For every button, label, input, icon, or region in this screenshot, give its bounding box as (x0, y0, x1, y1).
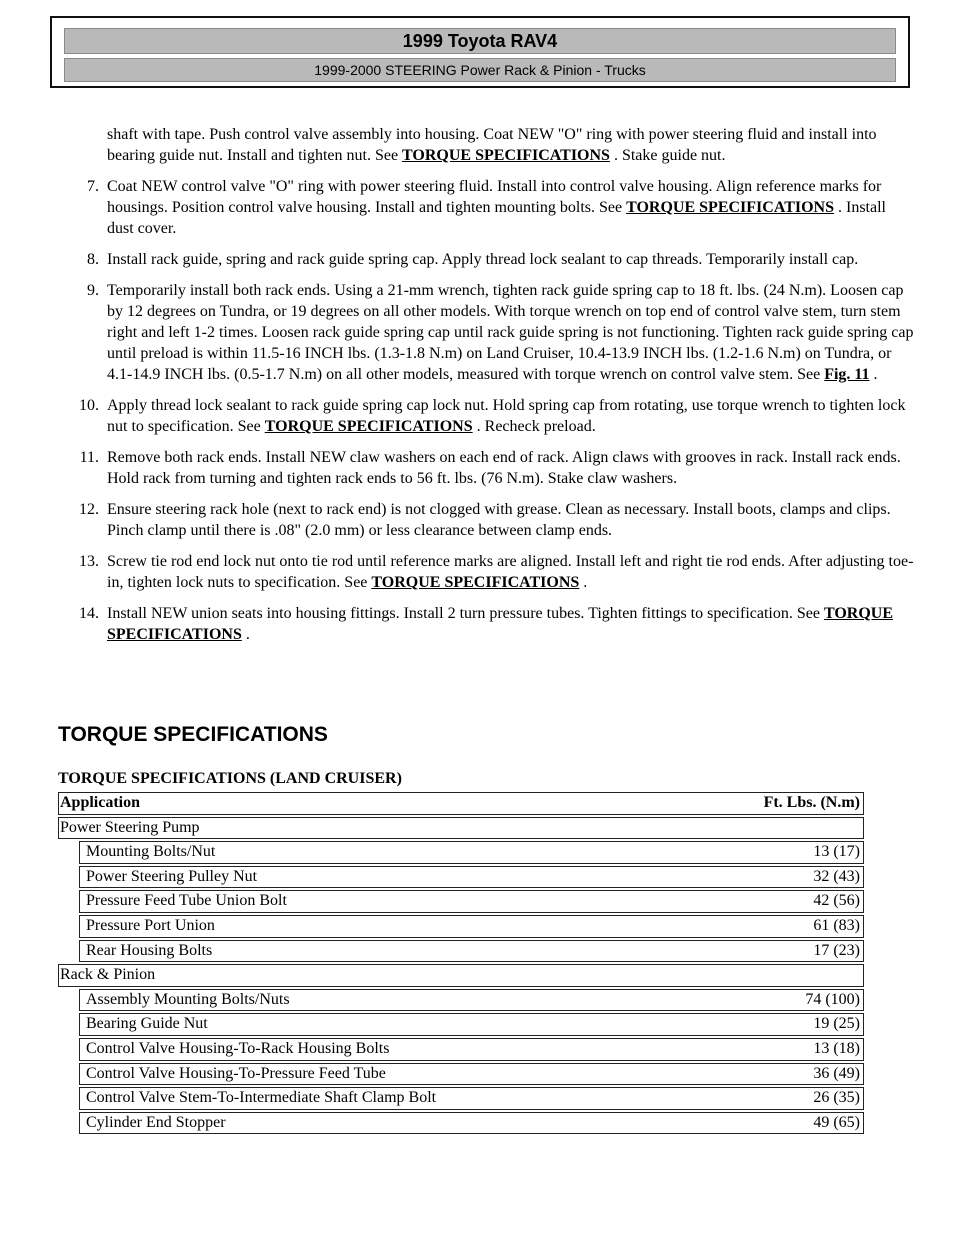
table-row (58, 1086, 864, 1111)
table-cell-application: Rear Housing Bolts (86, 941, 213, 959)
step-text: Temporarily install both rack ends. Using a 21-mm wrench, tighten rack guide spring cap to 18 ft. lbs. (24 N.m). Loosen cap by 12 degrees on Tundra, or 19 degrees on all other models. With torque wrench on top end of control valve stem, turn stem right and left 1-2 times. Loosen rack guide spring cap until rack guide spring is not functioning. Tighten rack guide spring cap until preload is within 11.5-16 INCH lbs. (1.3-1.8 N.m) on Land Cruiser, 10.4-13.9 INCH lbs. (1.2-1.6 N.m) on Tundra, or 4.1-14.9 INCH lbs. (0.5-1.7 N.m) on all other models, measured with torque wrench on control valve stem. See (107, 282, 914, 383)
table-cell-application: Assembly Mounting Bolts/Nuts (86, 990, 290, 1008)
table-row (58, 889, 864, 914)
table-cell-application: Cylinder End Stopper (86, 1113, 226, 1131)
step-text: Screw tie rod end lock nut onto tie rod until reference marks are aligned. Install left and right tie rod ends. After adjusting toe-in, tighten lock nuts to specification. See (107, 553, 914, 591)
table-cell-application: Control Valve Housing-To-Pressure Feed Tube (86, 1064, 386, 1082)
step-item (79, 551, 916, 593)
header-subtitle: 1999-2000 STEERING Power Rack & Pinion - Trucks (64, 58, 896, 82)
procedure-text (0, 124, 960, 655)
step-number: 8. (87, 251, 99, 268)
step-text-end: . (241, 626, 250, 643)
torque-spec-link[interactable]: TORQUE SPECIFICATIONS (626, 199, 834, 216)
section-title: TORQUE SPECIFICATIONS (58, 723, 328, 746)
table-cell-value: 19 (25) (813, 1015, 860, 1033)
step-text-end: . Recheck preload. (472, 418, 596, 435)
torque-spec-link[interactable]: Fig. 11 (824, 366, 870, 383)
step-item (79, 395, 916, 437)
table-cell-application: Control Valve Stem-To-Intermediate Shaft Clamp Bolt (86, 1089, 437, 1107)
step-number: 10. (79, 397, 99, 414)
table-row (58, 1037, 864, 1062)
column-header-value: Ft. Lbs. (N.m) (763, 794, 860, 811)
table-row (58, 1062, 864, 1087)
table-row (58, 914, 864, 939)
table-cell-application: Pressure Port Union (86, 916, 215, 934)
step-number: 7. (87, 178, 99, 195)
step-text: Remove both rack ends. Install NEW claw washers on each end of rack. Align claws with grooves in rack. Install rack ends. Hold rack from turning and tighten rack ends to 56 ft. lbs. (76 N.m). Stake claw washers. (107, 449, 901, 487)
intro-text-a: shaft with tape. Push control valve assembly into housing. Coat NEW "O" ring with power steering fluid and install into bearing guide nut. Install and tighten nut. See (107, 126, 877, 164)
table-row (58, 865, 864, 890)
table-cell-value: 61 (83) (813, 916, 860, 934)
step-text-end: . Install dust cover. (107, 199, 886, 237)
table-row (58, 939, 864, 964)
step-text-end: . (869, 366, 878, 383)
torque-spec-link[interactable]: TORQUE SPECIFICATIONS (264, 418, 473, 435)
intro-paragraph (107, 124, 916, 166)
step-number: 14. (79, 605, 99, 622)
table-group-row (58, 963, 864, 988)
step-text: Apply thread lock sealant to rack guide spring cap lock nut. Hold spring cap from rotating, use torque wrench to tighten lock nut to specification. See (107, 397, 906, 435)
page-header (50, 16, 910, 88)
table-cell-value: 13 (18) (813, 1039, 860, 1057)
table-cell-application: Mounting Bolts/Nut (86, 843, 216, 861)
table-cell-application: Pressure Feed Tube Union Bolt (86, 892, 287, 910)
table-cell-value: 13 (17) (813, 843, 860, 861)
table-cell-value: 42 (56) (813, 892, 860, 910)
table-cell-value: 74 (100) (805, 990, 860, 1008)
table-group-row (58, 816, 864, 841)
table-cell-application: Power Steering Pump (60, 818, 200, 836)
step-text: Install rack guide, spring and rack guide spring cap. Apply thread lock sealant to cap threads. Temporarily install cap. (107, 251, 859, 268)
table-title: TORQUE SPECIFICATIONS (LAND CRUISER) (58, 770, 402, 787)
step-number: 11. (79, 449, 99, 466)
torque-spec-link[interactable]: TORQUE SPECIFICATIONS (371, 574, 580, 591)
step-text: Coat NEW control valve "O" ring with power steering fluid. Install into control valve housing. Align reference marks for housings. Position control valve housing. Install and tighten mounting bolts. See (107, 178, 882, 216)
step-number: 12. (79, 501, 99, 518)
table-header-row (58, 791, 864, 816)
table-cell-application: Bearing Guide Nut (86, 1015, 208, 1033)
step-text-end: . (579, 574, 588, 591)
torque-table (58, 791, 864, 1135)
step-item (79, 447, 916, 489)
table-cell-value: 32 (43) (813, 867, 860, 885)
table-row (58, 988, 864, 1013)
step-number: 9. (87, 282, 99, 299)
table-cell-value: 26 (35) (813, 1089, 860, 1107)
step-number: 13. (79, 553, 99, 570)
intro-text-b: . Stake guide nut. (609, 147, 726, 164)
header-title: 1999 Toyota RAV4 (64, 28, 896, 54)
step-item (79, 499, 916, 541)
table-cell-application: Power Steering Pulley Nut (86, 867, 258, 885)
table-cell-value: 49 (65) (813, 1113, 860, 1131)
step-item (87, 176, 916, 239)
table-row (58, 1012, 864, 1037)
table-cell-application: Rack & Pinion (60, 966, 156, 984)
step-item (79, 603, 916, 645)
table-cell-value: 36 (49) (813, 1064, 860, 1082)
table-cell-application: Control Valve Housing-To-Rack Housing Bolts (86, 1039, 390, 1057)
column-header-application: Application (60, 794, 141, 811)
step-text: Install NEW union seats into housing fittings. Install 2 turn pressure tubes. Tighten fittings to specification. See (107, 605, 824, 622)
step-item (87, 280, 916, 385)
table-cell-value: 17 (23) (813, 941, 860, 959)
torque-spec-link[interactable]: TORQUE SPECIFICATIONS (107, 605, 894, 643)
torque-spec-link[interactable]: TORQUE SPECIFICATIONS (402, 147, 610, 164)
table-row (58, 840, 864, 865)
table-row (58, 1111, 864, 1136)
step-text: Ensure steering rack hole (next to rack end) is not clogged with grease. Clean as necessary. Install boots, clamps and clips. Pinch clamp until there is .08" (2.0 mm) or less clearance between clamp ends. (107, 501, 891, 539)
step-item (87, 249, 916, 270)
step-list (0, 176, 960, 645)
